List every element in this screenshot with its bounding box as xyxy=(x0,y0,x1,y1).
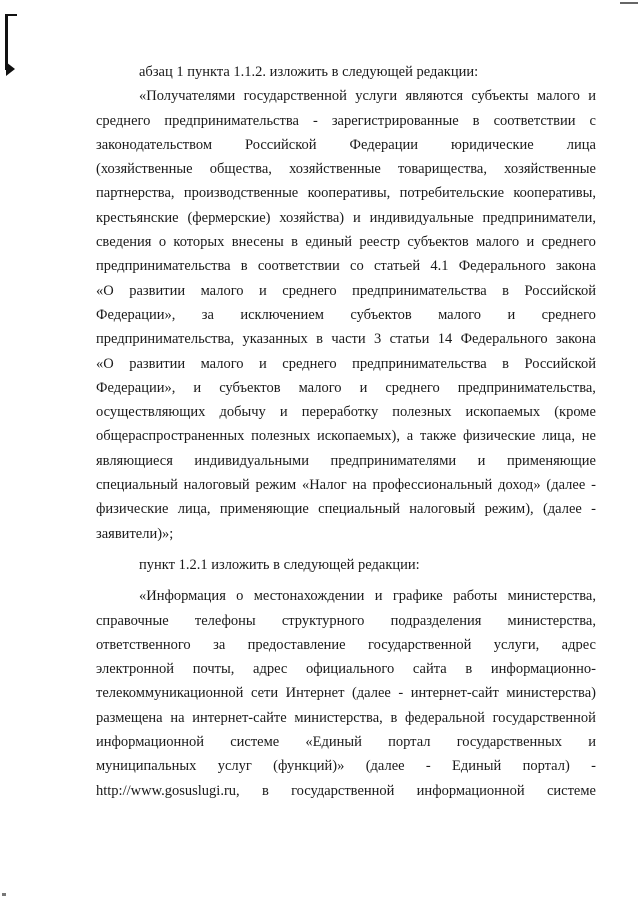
word: Федерального xyxy=(458,258,546,275)
word: Федерации», xyxy=(96,379,176,396)
paragraph-p4 xyxy=(96,584,596,803)
word: графике xyxy=(392,588,443,605)
word: малого xyxy=(200,355,244,372)
word: специальный xyxy=(318,501,400,518)
text-line xyxy=(96,109,596,133)
text-line xyxy=(96,424,596,448)
word: федеральной xyxy=(405,709,485,726)
word: официального xyxy=(306,661,395,678)
word: и xyxy=(279,404,288,421)
word: Российской xyxy=(524,282,596,299)
word: предприниматели, xyxy=(482,209,596,226)
word: не xyxy=(581,428,596,445)
word: и xyxy=(359,379,368,396)
text-line xyxy=(96,400,596,424)
word: (фермерские) xyxy=(187,209,271,226)
text-line xyxy=(96,157,596,181)
word: на xyxy=(352,477,367,494)
word: малого xyxy=(298,379,342,396)
word: системе xyxy=(230,734,280,751)
word: кооперативы, xyxy=(307,185,391,202)
word: государственной xyxy=(291,782,395,799)
word: общества, xyxy=(209,161,272,178)
word: малого xyxy=(536,88,580,105)
word: http://www.gosuslugi.ru, xyxy=(96,782,240,799)
word: информационной xyxy=(96,734,205,751)
word: реестр xyxy=(359,234,401,251)
word: внесены xyxy=(231,234,284,251)
word: - xyxy=(312,112,318,129)
word: Федерации xyxy=(349,136,418,153)
text-line xyxy=(96,497,596,521)
word: почты, xyxy=(192,661,235,678)
word: Федерального xyxy=(460,331,548,348)
word: - xyxy=(398,685,404,702)
word: ответственного xyxy=(96,636,191,653)
word: предпринимательства, xyxy=(96,331,235,348)
word: и xyxy=(259,355,267,372)
word: индивидуальными xyxy=(194,452,309,469)
word: - xyxy=(591,477,596,494)
text-line xyxy=(96,84,596,108)
word: и xyxy=(477,452,486,469)
word: хозяйства) xyxy=(279,209,345,226)
word: сайта xyxy=(412,661,447,678)
word: осуществляющих xyxy=(96,404,206,421)
word: специальный xyxy=(96,477,178,494)
word: - xyxy=(591,758,596,775)
word: лица xyxy=(566,136,596,153)
word: налоговый xyxy=(409,501,476,518)
word: соответствии xyxy=(493,112,576,129)
word: Российской xyxy=(524,355,596,372)
word: в xyxy=(291,234,298,251)
word: являющиеся xyxy=(96,452,173,469)
word: предпринимательства xyxy=(164,112,299,129)
word: «О xyxy=(96,355,114,372)
word: и xyxy=(374,588,383,605)
word: производственные xyxy=(183,185,299,202)
word: местонахождении xyxy=(253,588,365,605)
word: малого xyxy=(476,234,520,251)
scan-bottom-mark xyxy=(2,893,6,896)
word: и xyxy=(352,209,361,226)
word: с xyxy=(589,112,596,129)
word: профессиональный xyxy=(372,477,493,494)
word: услуги, xyxy=(493,636,540,653)
word: крестьянские xyxy=(96,209,179,226)
word: телефоны xyxy=(194,612,256,629)
word: являются xyxy=(405,88,463,105)
word: ископаемых xyxy=(465,404,541,421)
word: министерства, xyxy=(507,588,596,605)
word: субъектов xyxy=(219,379,281,396)
word: предпринимателями xyxy=(330,452,457,469)
text-line xyxy=(96,254,596,278)
word: со xyxy=(350,258,364,275)
text-line xyxy=(96,60,596,84)
word: о xyxy=(158,234,167,251)
text-line xyxy=(96,754,596,778)
text-line xyxy=(96,303,596,327)
word: кооперативы, xyxy=(513,185,596,202)
word: «О xyxy=(96,282,114,299)
word: министерства) xyxy=(506,685,596,702)
word: закона xyxy=(555,258,596,275)
word: законодательством xyxy=(96,136,213,153)
word: режим), xyxy=(484,501,534,518)
word: интернет-сайт xyxy=(410,685,499,702)
word: в xyxy=(240,258,248,275)
word: государственной xyxy=(492,709,596,726)
word: соответствии xyxy=(257,258,340,275)
word: среднего xyxy=(282,355,337,372)
document-body xyxy=(96,60,596,803)
word: структурного xyxy=(281,612,365,629)
word: работы xyxy=(453,588,498,605)
word: министерства, xyxy=(294,709,383,726)
word: «Налог xyxy=(301,477,347,494)
scan-corner-mark xyxy=(5,14,17,16)
word: потребительские xyxy=(399,185,505,202)
word: (далее xyxy=(542,501,582,518)
word: юридические xyxy=(451,136,534,153)
word: Интернет xyxy=(285,685,345,702)
text-line xyxy=(96,779,596,803)
scan-arrow-mark xyxy=(6,62,15,76)
text-line xyxy=(96,352,596,376)
word: за xyxy=(201,306,214,323)
text-line xyxy=(96,706,596,730)
text-line xyxy=(96,633,596,657)
word: малого xyxy=(438,306,482,323)
word: электронной xyxy=(96,661,175,678)
word: в xyxy=(502,355,510,372)
word: переработку xyxy=(301,404,379,421)
word: адрес xyxy=(561,636,596,653)
word: в xyxy=(261,782,269,799)
word: за xyxy=(213,636,226,653)
word: сети xyxy=(250,685,279,702)
word: среднего xyxy=(541,234,596,251)
word: заявители)»; xyxy=(96,525,174,542)
word: государственных xyxy=(456,734,563,751)
word: - xyxy=(425,758,431,775)
word: (хозяйственные xyxy=(96,161,193,178)
word: государственной xyxy=(368,636,472,653)
word: среднего xyxy=(282,282,337,299)
word: «Получателями xyxy=(139,88,236,105)
text-line xyxy=(96,181,596,205)
word: (кроме xyxy=(554,404,596,421)
word: «Единый xyxy=(305,734,362,751)
word: применяющие xyxy=(219,501,309,518)
word: министерства, xyxy=(507,612,596,629)
word: и xyxy=(507,306,516,323)
word: исключением xyxy=(240,306,324,323)
word: размещена xyxy=(96,709,163,726)
word: предпринимательства xyxy=(352,282,487,299)
word: пункт 1.2.1 изложить в следующей редакции: xyxy=(139,556,420,573)
text-line xyxy=(96,522,596,546)
word: физические xyxy=(462,428,536,445)
word: информационной xyxy=(416,782,525,799)
word: портал xyxy=(388,734,431,751)
word: о xyxy=(236,588,244,605)
text-line xyxy=(96,730,596,754)
word: физические xyxy=(96,501,169,518)
word: указанных xyxy=(242,331,308,348)
word: хозяйственные xyxy=(504,161,596,178)
word: справочные xyxy=(96,612,169,629)
word: системе xyxy=(546,782,596,799)
text-line xyxy=(96,609,596,633)
word: и xyxy=(526,234,535,251)
word: на xyxy=(170,709,185,726)
word: подразделения xyxy=(390,612,482,629)
word: в xyxy=(502,282,510,299)
word: режим xyxy=(255,477,297,494)
text-line xyxy=(96,584,596,608)
word: предпринимательства xyxy=(96,258,231,275)
word: телекоммуникационной xyxy=(96,685,244,702)
word: доход» xyxy=(498,477,541,494)
word: сведения xyxy=(96,234,152,251)
word: также xyxy=(419,428,457,445)
word: в xyxy=(472,112,480,129)
word: «Информация xyxy=(139,588,226,605)
text-line xyxy=(96,376,596,400)
word: налоговый xyxy=(183,477,250,494)
word: закона xyxy=(556,331,596,348)
word: 3 xyxy=(373,331,382,348)
word: муниципальных xyxy=(96,758,197,775)
word: абзац 1 пункта 1.1.2. изложить в следующей редакции: xyxy=(139,64,479,80)
word: предоставление xyxy=(247,636,346,653)
word: в xyxy=(390,709,398,726)
text-line xyxy=(96,279,596,303)
word: хозяйственные xyxy=(289,161,381,178)
word: а xyxy=(406,428,414,445)
word: развитии xyxy=(129,355,186,372)
word: лица, xyxy=(542,428,575,445)
word: Единый xyxy=(452,758,502,775)
word: лица, xyxy=(177,501,211,518)
word: в xyxy=(465,661,473,678)
word: субъектов xyxy=(407,234,469,251)
word: партнерства, xyxy=(96,185,175,202)
word: информационно- xyxy=(490,661,596,678)
word: интернет-сайте xyxy=(192,709,287,726)
word: полезных xyxy=(251,428,311,445)
word: предпринимательства, xyxy=(457,379,596,396)
word: статьи xyxy=(389,331,430,348)
word: и xyxy=(588,734,596,751)
paragraph-p1 xyxy=(96,60,596,84)
text-line xyxy=(96,473,596,497)
word: - xyxy=(591,501,596,518)
word: товарищества, xyxy=(398,161,487,178)
word: развитии xyxy=(129,282,186,299)
word: в xyxy=(316,331,323,348)
word: добычу xyxy=(219,404,266,421)
word: субъектов xyxy=(350,306,412,323)
word: и xyxy=(193,379,202,396)
word: которых xyxy=(173,234,225,251)
paragraph-p3 xyxy=(96,553,596,577)
text-line xyxy=(96,133,596,157)
text-line xyxy=(96,657,596,681)
word: и xyxy=(259,282,267,299)
word: предпринимательства xyxy=(352,355,487,372)
text-line xyxy=(96,230,596,254)
word: 4.1 xyxy=(430,258,449,275)
word: Федерации», xyxy=(96,306,176,323)
word: индивидуальные xyxy=(369,209,474,226)
word: услуги xyxy=(355,88,398,105)
word: полезных xyxy=(392,404,452,421)
text-line xyxy=(96,206,596,230)
text-line xyxy=(96,449,596,473)
word: зарегистрированные xyxy=(331,112,459,129)
word: малого xyxy=(200,282,244,299)
word: применяющие xyxy=(506,452,596,469)
word: ископаемых), xyxy=(316,428,400,445)
word: (далее xyxy=(546,477,586,494)
word: единый xyxy=(305,234,352,251)
text-line xyxy=(96,553,596,577)
word: и xyxy=(588,88,596,105)
scan-top-mark xyxy=(620,2,638,4)
paragraph-p2 xyxy=(96,84,596,546)
text-line xyxy=(96,327,596,351)
word: (функций)» xyxy=(273,758,345,775)
word: общераспространенных xyxy=(96,428,245,445)
word: среднего xyxy=(541,306,596,323)
word: (далее xyxy=(365,758,405,775)
word: 14 xyxy=(437,331,453,348)
word: государственной xyxy=(243,88,347,105)
word: субъекты xyxy=(471,88,529,105)
word: Российской xyxy=(245,136,317,153)
word: статьей xyxy=(373,258,421,275)
word: услуг xyxy=(217,758,252,775)
word: среднего xyxy=(385,379,440,396)
text-line xyxy=(96,681,596,705)
word: портал) xyxy=(522,758,570,775)
word: среднего xyxy=(96,112,151,129)
word: (далее xyxy=(351,685,391,702)
word: части xyxy=(331,331,366,348)
word: адрес xyxy=(253,661,288,678)
